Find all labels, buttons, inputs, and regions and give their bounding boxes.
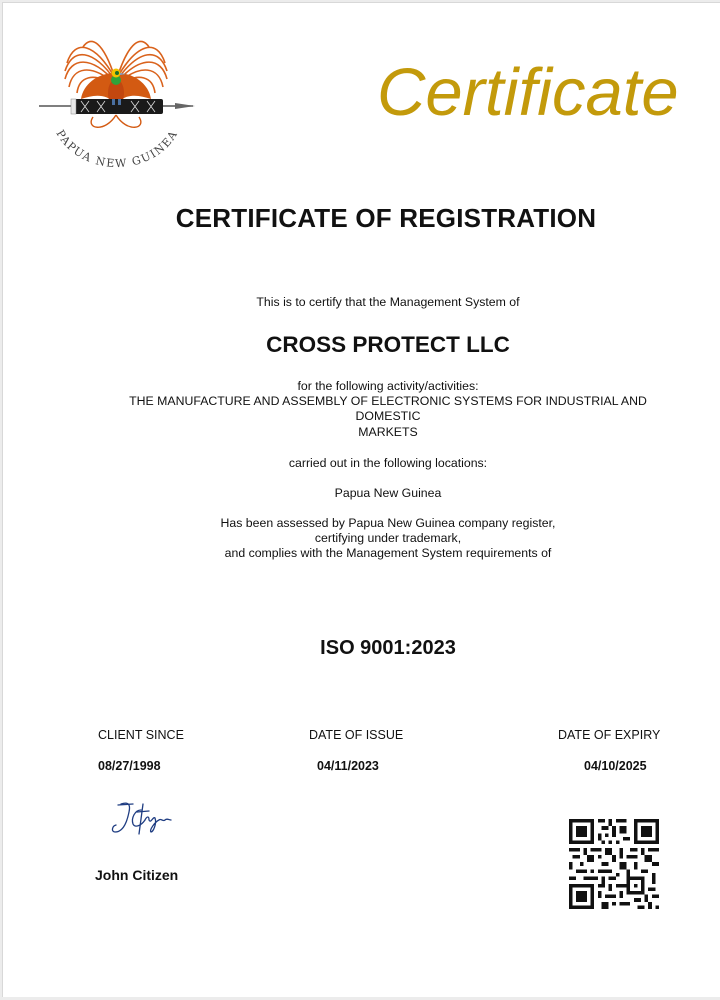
emblem-text: PAPUA NEW GUINEA xyxy=(53,127,181,171)
location-value: Papua New Guinea xyxy=(334,486,442,500)
signer-name: John Citizen xyxy=(95,867,179,883)
activity-label: for the following activity/activities: xyxy=(297,379,479,393)
date-of-expiry-label: DATE OF EXPIRY xyxy=(558,728,661,742)
activity-line: THE MANUFACTURE AND ASSEMBLY OF ELECTRONIC SYSTEMS FOR INDUSTRIAL AND xyxy=(129,394,647,408)
client-since-label: CLIENT SINCE xyxy=(98,728,184,742)
assessment-line: Has been assessed by Papua New Guinea company register, xyxy=(220,516,556,530)
signature-icon xyxy=(109,798,173,840)
page-title: CERTIFICATE OF REGISTRATION xyxy=(175,203,597,233)
assessment-line: and complies with the Management System requirements of xyxy=(224,546,552,560)
png-emblem-logo xyxy=(35,33,200,173)
activity-line: MARKETS xyxy=(358,425,418,439)
activity-line: DOMESTIC xyxy=(355,409,421,423)
bird-of-paradise-icon xyxy=(35,33,200,173)
certify-intro: This is to certify that the Management System of xyxy=(256,295,520,309)
qr-code-icon xyxy=(569,819,659,909)
assessment-line: certifying under trademark, xyxy=(314,531,462,545)
signature xyxy=(109,798,173,840)
svg-text:PAPUA NEW GUINEA xyxy=(53,128,180,171)
date-of-issue-label: DATE OF ISSUE xyxy=(309,728,404,742)
iso-standard: ISO 9001:2023 xyxy=(320,637,456,659)
certificate-page xyxy=(2,2,720,997)
date-of-issue-value: 04/11/2023 xyxy=(317,759,379,773)
qr-code xyxy=(569,819,659,909)
company-name: CROSS PROTECT LLC xyxy=(266,332,510,357)
client-since-value: 08/27/1998 xyxy=(98,759,161,773)
locations-label: carried out in the following locations: xyxy=(288,456,488,470)
date-of-expiry-value: 04/10/2025 xyxy=(584,759,647,773)
certificate-script-title: Certificate xyxy=(377,55,679,130)
